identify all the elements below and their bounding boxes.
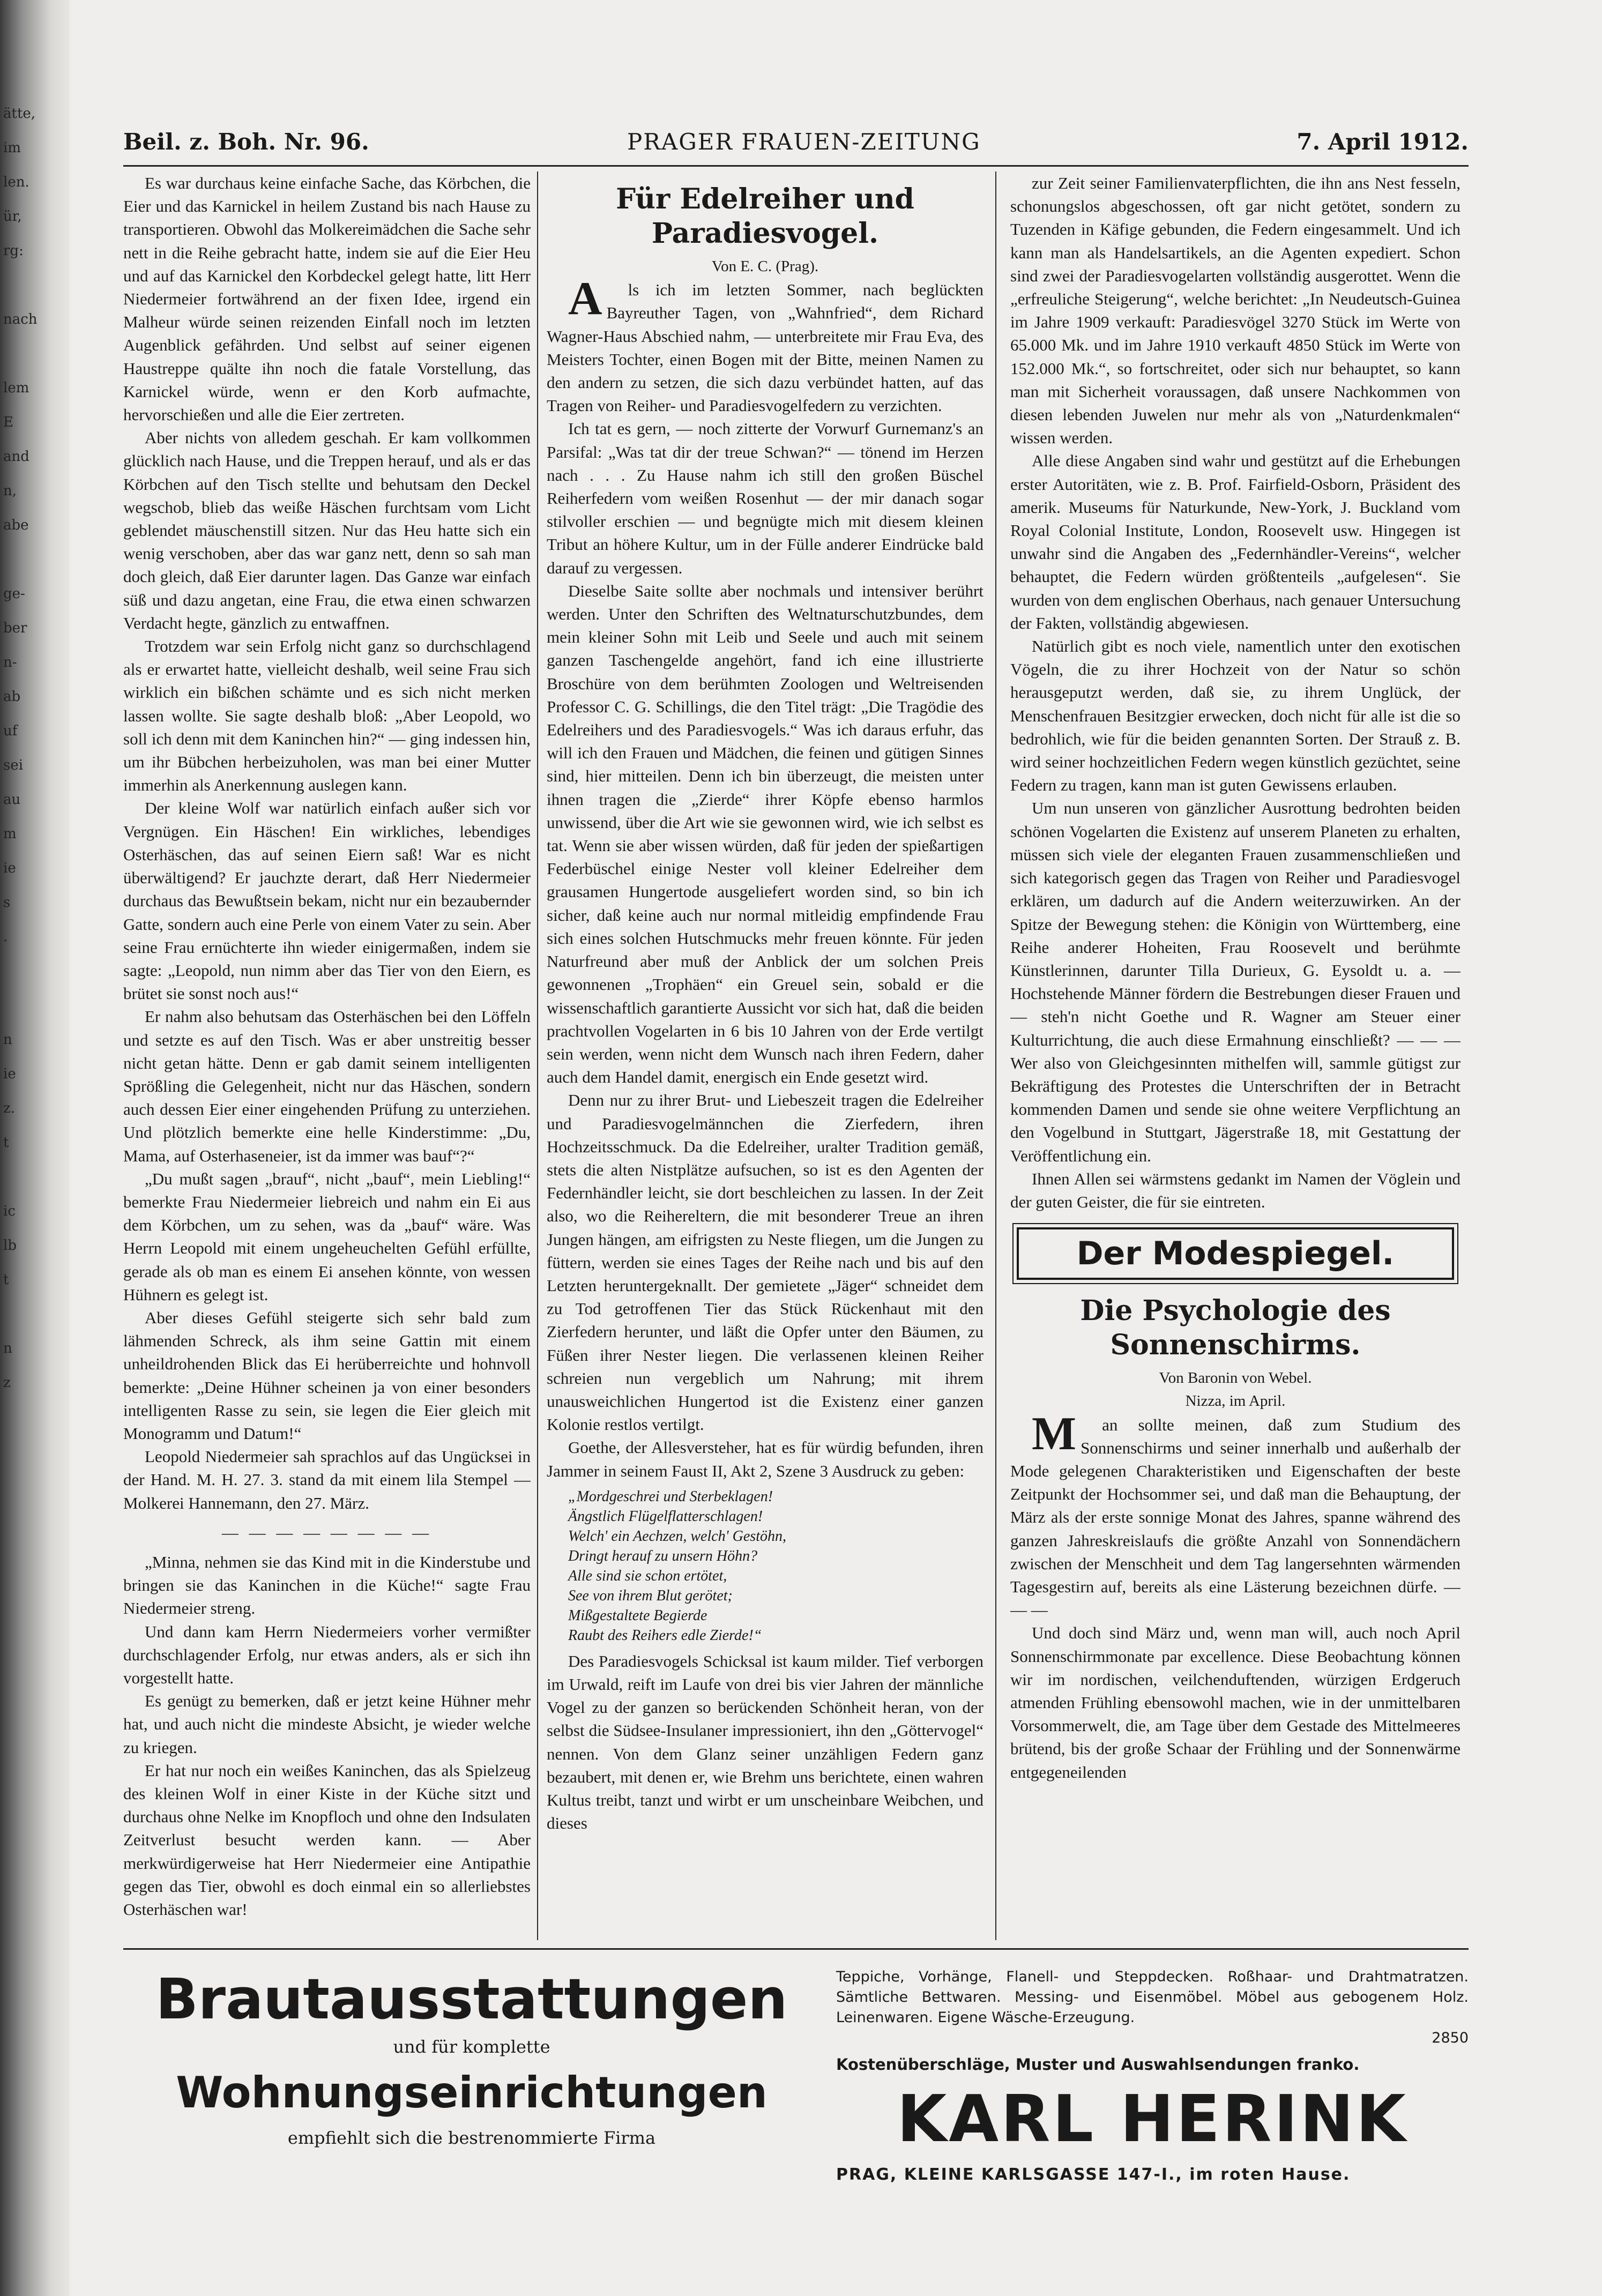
ad-headline-2: Wohnungseinrichtungen — [176, 2068, 768, 2118]
article-paragraph: Ihnen Allen sei wärmstens gedankt im Namen der Vöglein und der guten Geister, die für sie eintreten. — [1010, 1169, 1461, 1211]
ad-tagline: empfiehlt sich die bestrenommierte Firma — [287, 2128, 656, 2148]
column-2 — [547, 172, 983, 1945]
article-dateline: Nizza, im April. — [1185, 1392, 1286, 1410]
article-paragraph: Natürlich gibt es noch viele, namentlich unter den exotischen Vögeln, die zu ihrer Hochzeit von der Natur so schön herausgeputzt werden, daß sie, zu ihrem Unglück, der Menschenfrauen Besitzgier erwecken, doch nicht für alle ist die so bedrohlich, wie für die beiden genannten Sorten. Der Strauß z. B. wird seiner hochzeitlichen Federn wegen künstlich gezüchtet, seine Federn zu tragen, kann man ist guten Gewissens erlauben. — [1010, 637, 1461, 795]
verse-line: See von ihrem Blut gerötet; — [568, 1587, 733, 1604]
issue-label: Beil. z. Boh. Nr. 96. — [123, 129, 369, 155]
ad-headline: Brautausstattungen — [155, 1966, 788, 2032]
ad-subline: und für komplette — [393, 2037, 550, 2057]
column-3 — [1010, 172, 1461, 1945]
story-paragraph: Leopold Niedermeier sah sprachlos auf das Ungücksei in der Hand. M. H. 27. 3. stand da mit einem lila Stempel — Molkerei Hannemann, den 27. März. — [123, 1447, 531, 1512]
article-paragraph: Goethe, der Allesversteher, hat es für würdig befunden, ihren Jammer in seinem Faust II, Akt 2, Szene 3 Ausdruck zu geben: — [547, 1438, 983, 1480]
binding-gutter — [0, 0, 70, 2296]
advertisement — [123, 1962, 1469, 2192]
story-paragraph: „Minna, nehmen sie das Kind mit in die Kinderstube und bringen sie das Kaninchen in die Küche!“ sagte Frau Niedermeier streng. — [123, 1552, 531, 1618]
verse-line: Raubt des Reihers edle Zierde!“ — [568, 1627, 762, 1644]
story-paragraph: Trotzdem war sein Erfolg nicht ganz so durchschlagend als er erwartet hatte, vielleicht deshalb, weil seine Frau sich wirklich ein bißchen schämte und es sich nicht merken lassen wollte. Sie sagte deshalb bloß: „Aber Leopold, wo soll ich denn mit dem Kaninchen hin?“ — ging indessen hin, um ihr Bübchen herbeizuholen, was man bei einer Mutter immerhin als Anerkennung auslegen kann. — [123, 637, 531, 795]
column-1 — [123, 172, 531, 1945]
column-rule — [995, 172, 996, 1940]
ad-goods-list — [836, 1967, 1469, 2046]
section-divider: — — — — — — — — — [221, 1523, 433, 1542]
verse-line: Mißgestaltete Begierde — [568, 1607, 707, 1624]
story-paragraph: „Du mußt sagen „brauf“, nicht „bauf“, mein Liebling!“ bemerkte Frau Niedermeier liebreich und nahm ein Ei aus dem Körbchen, um zu sehen, was da „bauf“ wäre. Was Herrn Leopold mit einem ungeheuchelten Gefühl erfüllte, gerade als ob man es einem Ei ansehen könnte, von wessen Hühnern es gelegt ist. — [123, 1169, 531, 1304]
ad-goods-text: Teppiche, Vorhänge, Flanell- und Steppdecken. Roßhaar- und Drahtmatratzen. Sämtliche Bettwaren. Messing- und Eisenmöbel. Möbel aus gebogenem Holz. Leinenwaren. Eigene Wäsche-Erzeugung. — [836, 1969, 1469, 2026]
section-title-box: Der Modespiegel. — [1017, 1227, 1454, 1280]
story-paragraph: Der kleine Wolf war natürlich einfach außer sich vor Vergnügen. Ein Häschen! Ein wirkliches, lebendiges Osterhäschen, das auf seinen Eiern saß! War es nicht überwältigend? Er jauchzte derart, daß Herr Niedermeier durchaus das Bewußtsein bekam, nicht nur ein bezaubernder Gatte, sondern auch eine Perle von einem Vater zu sein. Aber seine Frau ernüchterte ihn wieder einigermaßen, indem sie sagte: „Leopold, nun nimm aber das Tier von den Eiern, es brütet sie sonst noch aus!“ — [123, 799, 531, 1003]
article-paragraph: Man sollte meinen, daß zum Studium des Sonnenschirms und seiner innerhalb und außerhalb der Mode gelegenen Charakteristiken und Eigenschaften der beste Zeitpunkt der Hochsommer sei, und daß man die Behauptung, der März als der erste sonnige Monat des Jahres, spanne während des ganzen Jahreskreislaufs die größte Anzahl von Sonnendächern zwischen der Menschheit und dem Tag langersehnten wärmenden Tagesgestirn auf, bereits als eine Lästerung bezeichnen dürfe. — — — — [1010, 1407, 1461, 1620]
story-paragraph: Es war durchaus keine einfache Sache, das Körbchen, die Eier und das Karnickel in heilem Zustand bis nach Hause zu transportieren. Obwohl das Molkereimädchen die Sache sehr nett in die Reihe gebracht hatte, indem sie auf die Eier Heu und auf das Karnickel den Korbdeckel gelegt hatte, litt Herr Niedermeier fortwährend an der fixen Idee, irgend ein Malheur würde seinen reizenden Einfall noch im letzten Augenblick gefährden. Und selbst auf seiner eigenen Haustreppe quälte ihn noch die fatale Vorstellung, das Karnickel würde, wenn er den Korb aufmachte, hervorschießen und alle die Eier zertreten. — [123, 174, 531, 424]
article-paragraph: Des Paradiesvogels Schicksal ist kaum milder. Tief verborgen im Urwald, reift im Laufe von drei bis vier Jahren der männliche Vogel zu der ganzen so berückenden Schönheit heran, von der selbst die Südsee-Insulaner impressioniert, ihn den „Göttervogel“ nennen. Von dem Glanz seiner unzähligen Federn ganz bezaubert, mit denen er, wie Brehm uns berichtete, einen wahren Kultus treibt, tanzt und wirbt er um unscheinbare Weibchen, und dieses — [547, 1651, 983, 1833]
newspaper-page — [102, 96, 1490, 2235]
article-paragraph: zur Zeit seiner Familienvaterpflichten, die ihn ans Nest fesseln, schonungslos abgeschossen, oft gar nicht getötet, sondern zu Tuzenden in Käfige gebunden, die Federn eingesammelt. Und ich kann man als Handelsartikels, an die Agenten expediert. Schon sind zwei der Paradiesvogelarten vollständig ausgerottet. Wenn die „erfreuliche Steigerung“, welche berichtet: „In Neudeutsch-Guinea im Jahre 1909 verkauft: Paradiesvögel 3270 Stück im Werte von 65.000 Mk. und im Jahre 1910 verkauft 4850 Stück im Werte von 152.000 Mk.“, so fortschreitet, oder sich nur behauptet, so kann man mit Sicherheit voraussagen, daß unsere Nachkommen von diesen lebenden Juwelen nur mehr als von „Naturdenkmalen“ wissen werden. — [1010, 174, 1461, 448]
article-headline: Die Psychologie des Sonnenschirms. — [1080, 1294, 1391, 1362]
article-paragraph: Dieselbe Saite sollte aber nochmals und intensiver berührt werden. Unter den Schriften des Weltnaturschutzbundes, dem mein kleiner Sohn mit Leib und Seele und auch mit seinem ganzen Taschengelde angehört, fand ich eine illustrierte Broschüre von dem berühmten Zoologen und Weltreisenden Professor C. G. Schillings, die den Titel trägt: „Die Tragödie des Edelreihers und des Paradiesvogels.“ Was ich daraus erfuhr, das will ich den Frauen und Mädchen, die feinen und gütigen Sinnes sind, hier mitteilen. Denn ich bin überzeugt, die meisten unter ihnen tragen die „Zierde“ ihrer Köpfe ebenso harmlos unwissend, über die Art wie sie gewonnen wird, wie ich selbst es tat. Wenn sie aber wissen würden, daß für jeden der spießartigen Federbüschel einige Nester voll kleiner Edelreiher dem grausamen Hungertode ausgeliefert worden sind, so bin ich sicher, daß keine auch nur normal mitleidig empfindende Frau sich eines solchen Hutschmucks mehr freuen könnte. Für jeden Naturfreund aber muß der Anblick der um solchen Preis gewonnenen „Trophäen“ ein Greuel sein, sobald er die wissenschaftlich garantierte Aussicht vor sich hat, daß die beiden prachtvollen Vogelarten in 6 bis 10 Jahren von der Erde vertilgt sein werden, wenn nicht dem Wunsch nach ihren Federn, daher auch dem Handel damit, energisch ein Ende gesetzt wird. — [547, 581, 983, 1087]
advertisement-rule — [123, 1948, 1469, 1950]
ad-address: PRAG, KLEINE KARLSGASSE 147-I., im roten Hause. — [836, 2165, 1351, 2184]
goethe-verse — [547, 1487, 983, 1645]
verse-line: „Mordgeschrei und Sterbeklagen! — [568, 1488, 773, 1505]
verse-line: Ängstlich Flügelflatterschlagen! — [568, 1508, 763, 1525]
ad-firm-name: KARL HERINK — [897, 2082, 1408, 2157]
article-paragraph: Alle diese Angaben sind wahr und gestützt auf die Erhebungen erster Autoritäten, wie z. B. Prof. Fairfield-Osborn, Präsident des amerik. Museums für Naturkunde, New-York, J. Buckland vom Royal Colonial Institute, London, Roosevelt usw. Hingegen ist unwahr sind die Angaben des „Federnhändler-Vereins“, welcher behauptet, die Federn würden größtenteils „aufgelesen“. Sie wurden von dem englischen Oberhaus, nach genauer Untersuchung der Fakten, vollständig abgewiesen. — [1010, 451, 1461, 632]
story-paragraph: Aber nichts von alledem geschah. Er kam vollkommen glücklich nach Hause, und die Treppen herauf, und als er das Körbchen auf den Tisch stellte und behutsam den Deckel wegschob, blieb das weiße Häschen furchtsam vom Licht geblendet mäuschenstill sitzen. Nur das Heu hatte sich ein wenig verschoben, aber das war ganz nett, denn so sah man doch gleich, daß Eier darunter lagen. Das Ganze war einfach süß und dazu angetan, eine Frau, die etwa einen schwarzen Verdacht hegte, gänzlich zu entwaffnen. — [123, 428, 531, 632]
story-paragraph: Und dann kam Herrn Niedermeiers vorher vermißter durchschlagender Erfolg, nur etwas anders, als er sich ihn vorgestellt hatte. — [123, 1622, 531, 1687]
header-rule — [123, 165, 1469, 167]
verse-line: Alle sind sie schon ertötet, — [568, 1567, 727, 1584]
masthead-title: PRAGER FRAUEN-ZEITUNG — [627, 129, 981, 155]
article-byline: Von E. C. (Prag). — [711, 258, 819, 275]
article-paragraph: Ich tat es gern, — noch zitterte der Vorwurf Gurnemanz's an Parsifal: „Was tat dir der treue Schwan?“ — tönend im Herzen nach . . . Zu Hause nahm ich still den großen Büschel Reiherfedern vom weißen Rosenhut — der mir danach sogar stilvoller erschien — und begnügte mich mit diesem kleinen Tribut an höhere Kultur, um in der Fülle anderer Eindrücke bald darauf zu vergessen. — [547, 419, 983, 577]
issue-date: 7. April 1912. — [1296, 129, 1469, 155]
column-rule — [537, 172, 538, 1940]
ad-offer: Kostenüberschläge, Muster und Auswahlsendungen franko. — [836, 2055, 1360, 2074]
story-paragraph: Aber dieses Gefühl steigerte sich sehr bald zum lähmenden Schreck, als ihm seine Gattin mit einem unheildrohenden Blick das Ei herüberreichte und hohnvoll bemerkte: „Deine Hühner scheinen ja von einer besonders intelligenten Rasse zu sein, sie legen die Eier gleich mit Monogramm und Datum!“ — [123, 1308, 531, 1443]
article-paragraph: Als ich im letzten Sommer, nach beglückten Bayreuther Tagen, von „Wahnfried“, dem Richard Wagner-Haus Abschied nahm, — unterbreitete mir Frau Eva, des Meisters Tochter, einen Bogen mit der Bitte, meinen Namen zu den andern zu setzen, die sich dazu verbündet hatten, auf das Tragen von Reiher- und Paradiesvogelfedern zu verzichten. — [547, 273, 983, 415]
gutter-fragments: ätte, im len. ür, rg: nach lem E and n, abe ge- ber n- ab uf sei au m ie s . n ie z. t ic lb t n z — [3, 106, 38, 1391]
article-byline: Von Baronin von Webel. — [1159, 1369, 1312, 1387]
article-paragraph: Und doch sind März und, wenn man will, auch noch April Sonnenschirmmonate par excellence. Diese Beobachtung können wir im nordischen, veilchenduftenden, würzigen Erdgeruch atmenden Frühling ebensowohl machen, wie in der unmittelbaren Vorsommerwelt, die, am Tage über dem Gestade des Mittelmeeres brütend, bis der große Schaar der Frühling und der Sonnenwärme entgegeneilenden — [1010, 1623, 1461, 1781]
story-paragraph: Er nahm also behutsam das Osterhäschen bei den Löffeln und setzte es auf den Tisch. Was er aber unstreitig besser nicht getan hätte. Denn er gab damit seinem intelligenten Sprößling die Gelegenheit, nicht nur das Häschen, sondern auch dessen Eier einer eingehenden Prüfung zu unterziehen. Und plötzlich bemerkte eine helle Kinderstimme: „Du, Mama, auf Osterhaseneier, ist da immer was bauf“?“ — [123, 1007, 531, 1165]
story-paragraph: Er hat nur noch ein weißes Kaninchen, das als Spielzeug des kleinen Wolf in einer Kiste in der Küche sitzt und durchaus ohne Nelke im Knopfloch und ohne den Indsulaten Zeitverlust besucht werden kann. — Aber merkwürdigerweise hat Herr Niedermeier eine Antipathie gegen das Tier, obwohl es doch einmal ein so allerliebstes Osterhäschen war! — [123, 1761, 531, 1919]
running-head — [123, 129, 1469, 166]
verse-line: Welch' ein Aechzen, welch' Gestöhn, — [568, 1527, 786, 1545]
article-headline: Für Edelreiher und Paradiesvogel. — [616, 183, 914, 250]
article-paragraph: Denn nur zu ihrer Brut- und Liebeszeit tragen die Edelreiher und Paradiesvogelmännchen die Zierfedern, ihren Hochzeitsschmuck. Da die Edelreiher, uralter Tradition gemäß, stets die alten Nistplätze aufsuchen, so ist es den Agenten der Federnhändler leicht, sie dort beschleichen zu lassen. In der Zeit also, wo die Reihereltern, die mit besonderer Treue an ihren Jungen hängen, am eifrigsten zu Neste fliegen, um die Jungen zu füttern, werden sie eines Tages der Reihe nach und bis auf den Letzten heruntergeknallt. Der gemietete „Jäger“ schneidet dem zu Tod getroffenen Tier das Stück Rückenhaut mit den Zierfedern herunter, und läßt die Opfer unter den Bäumen, zu Füßen ihrer Nester liegen. Die verlassenen kleinen Reiher schreien nun vergeblich um Nahrung; mit ihrem unausweichlichen Hungertod ist die Existenz einer ganzen Kolonie restlos vertilgt. — [547, 1091, 983, 1434]
ad-number: 2850 — [1432, 2030, 1469, 2046]
story-paragraph: Es genügt zu bemerken, daß er jetzt keine Hühner mehr hat, und auch nicht die mindeste Absicht, je wieder welche zu kriegen. — [123, 1691, 531, 1757]
verse-line: Dringt herauf zu unsern Höhn? — [568, 1547, 758, 1564]
article-paragraph: Um nun unseren von gänzlicher Ausrottung bedrohten beiden schönen Vogelarten die Existenz auf unserem Planeten zu erhalten, müssen sich viele der eleganten Frauen zusammenschließen und sich kategorisch gegen das Tragen von Reiher und Paradiesvogel erklären, um dadurch auf die Andern weiterzuwirken. An der Spitze der Bewegung stehen: die Königin von Württemberg, eine Reihe anderer Hoheiten, Frau Roosevelt und berühmte Künstlerinnen, darunter Tilla Durieux, G. Eysoldt u. a. — Hochstehende Männer fördern die Bestrebungen dieser Frauen und — steh'n nicht Goethe und R. Wagner am Steuer einer Kulturrichtung, die auch diese Ermahnung einschließt? — — — Wer also von Gleichgesinnten mithelfen will, sammle gütigst zur Bekräftigung des Protestes die Unterschriften der in Betracht kommenden Damen und sende sie ohne weitere Verpflichtung an den Vogelbund in Stuttgart, Jägerstraße 18, mit Gestattung der Veröffentlichung ein. — [1010, 799, 1461, 1165]
